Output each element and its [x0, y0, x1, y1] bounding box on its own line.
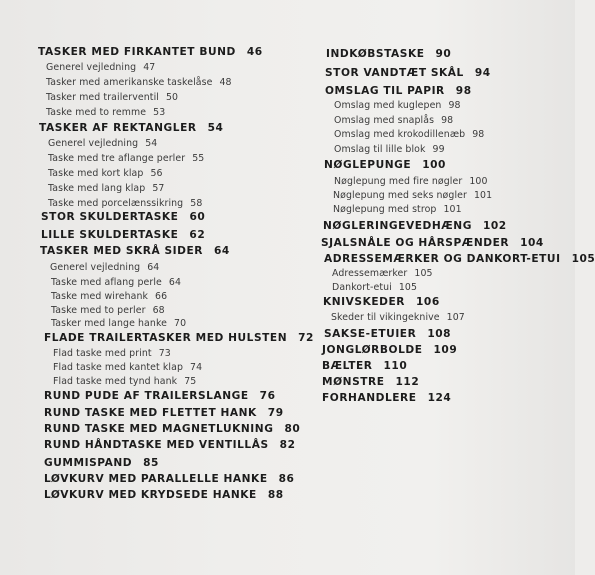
toc-entry-title: Flad taske med print — [53, 348, 152, 359]
toc-entry-page-number: 53 — [153, 107, 166, 118]
toc-entry-title: NØGLEPUNGE — [324, 159, 412, 171]
toc-entry-page-number: 104 — [520, 237, 544, 249]
toc-entry-left-heading — [44, 440, 296, 451]
toc-entry-title: RUND TASKE MED FLETTET HANK — [44, 407, 257, 419]
toc-entry-title: Generel vejledning — [50, 262, 141, 273]
toc-entry-title: Taske med to remme — [46, 107, 147, 118]
toc-entry-right-heading — [324, 329, 451, 340]
toc-entry-page-number: 105 — [414, 268, 433, 279]
toc-entry-title: Adressemærker — [332, 268, 408, 279]
toc-entry-title: Nøglepung med strop — [333, 204, 437, 215]
toc-entry-title: Taske med tre aflange perler — [48, 153, 186, 164]
toc-entry-right-subitem — [333, 191, 492, 200]
toc-entry-page-number: 108 — [427, 328, 452, 340]
toc-entry-title: Taske med aflang perle — [51, 277, 162, 288]
toc-entry-title: Tasker med trailerventil — [46, 92, 159, 103]
toc-entry-title: LØVKURV MED KRYDSEDE HANKE — [44, 489, 257, 501]
toc-entry-page-number: 57 — [152, 183, 165, 194]
toc-entry-title: Dankort-etui — [332, 282, 392, 293]
toc-entry-title: FLADE TRAILERTASKER MED HULSTEN — [44, 332, 288, 344]
toc-entry-left-subitem — [51, 278, 181, 287]
toc-entry-page-number: 107 — [446, 312, 465, 323]
toc-entry-left-subitem — [46, 93, 178, 102]
toc-entry-title: RUND HÅNDTASKE MED VENTILLÅS — [44, 439, 269, 451]
toc-entry-title: LILLE SKULDERTASKE — [41, 229, 179, 241]
toc-entry-page-number: 101 — [473, 190, 493, 201]
toc-entry-title: Taske med porcelænssikring — [48, 198, 184, 209]
toc-entry-left-subitem — [53, 363, 202, 372]
toc-entry-left-subitem — [48, 169, 163, 178]
toc-entry-title: Nøglepung med seks nøgler — [333, 190, 467, 201]
toc-entry-page-number: 86 — [278, 473, 295, 485]
toc-entry-right-heading — [325, 68, 491, 79]
toc-entry-left-heading — [44, 333, 314, 344]
toc-entry-left-heading — [44, 424, 300, 435]
toc-entry-left-subitem — [51, 292, 167, 301]
toc-entry-page-number: 48 — [219, 77, 232, 88]
toc-entry-right-heading — [322, 393, 451, 404]
toc-entry-left-subitem — [46, 78, 232, 87]
toc-entry-page-number: 98 — [441, 115, 454, 126]
toc-entry-title: Taske med to perler — [51, 305, 146, 316]
toc-entry-right-subitem — [334, 116, 453, 125]
toc-entry-page-number: 124 — [427, 392, 452, 404]
toc-entry-title: Generel vejledning — [48, 138, 139, 149]
toc-entry-page-number: 76 — [259, 390, 276, 402]
toc-entry-title: RUND PUDE AF TRAILERSLANGE — [44, 390, 249, 402]
toc-entry-page-number: 98 — [455, 85, 472, 97]
toc-entry-left-subitem — [51, 319, 186, 328]
toc-entry-left-heading — [44, 474, 294, 485]
toc-entry-left-subitem — [48, 154, 204, 163]
toc-entry-title: TASKER MED FIRKANTET BUND — [38, 46, 236, 58]
toc-entry-right-heading — [322, 377, 419, 388]
toc-entry-page-number: 54 — [145, 138, 158, 149]
toc-entry-title: GUMMISPAND — [44, 457, 133, 469]
toc-entry-right-subitem — [334, 101, 461, 110]
toc-entry-page-number: 79 — [267, 407, 284, 419]
toc-entry-page-number: 75 — [184, 376, 197, 387]
toc-entry-page-number: 101 — [443, 204, 462, 215]
toc-entry-title: Omslag med kuglepen — [334, 100, 442, 111]
toc-entry-left-subitem — [53, 349, 171, 358]
toc-entry-page-number: 46 — [246, 46, 263, 58]
toc-entry-page-number: 72 — [298, 332, 314, 344]
toc-entry-page-number: 73 — [158, 348, 171, 359]
toc-entry-left-heading — [38, 47, 263, 58]
toc-entry-title: INDKØBSTASKE — [326, 48, 425, 60]
toc-entry-title: NØGLERINGEVEDHÆNG — [323, 220, 472, 232]
toc-entry-left-subitem — [53, 377, 196, 386]
toc-entry-right-heading — [326, 49, 451, 60]
toc-entry-page-number: 105 — [398, 282, 418, 293]
toc-entry-title: Tasker med lange hanke — [51, 318, 168, 329]
toc-entry-title: MØNSTRE — [322, 376, 385, 388]
toc-entry-page-number: 82 — [279, 439, 296, 451]
toc-entry-page-number: 68 — [152, 305, 165, 316]
toc-entry-left-heading — [44, 458, 159, 469]
toc-entry-title: KNIVSKEDER — [323, 296, 405, 308]
toc-entry-page-number: 99 — [432, 144, 445, 155]
toc-entry-page-number: 56 — [150, 168, 163, 179]
toc-entry-right-subitem — [334, 177, 488, 186]
toc-entry-left-subitem — [46, 63, 155, 72]
toc-entry-right-subitem — [334, 145, 445, 154]
toc-entry-page-number: 62 — [189, 229, 206, 241]
toc-entry-left-subitem — [48, 184, 164, 193]
toc-entry-right-subitem — [332, 283, 417, 292]
toc-entry-title: Generel vejledning — [46, 62, 137, 73]
toc-entry-right-heading — [321, 238, 544, 249]
toc-entry-title: STOR VANDTÆT SKÅL — [325, 67, 464, 79]
toc-entry-right-heading — [322, 361, 407, 372]
toc-entry-title: Flad taske med tynd hank — [53, 376, 178, 387]
toc-entry-title: FORHANDLERE — [322, 392, 417, 404]
toc-entry-title: BÆLTER — [322, 360, 373, 372]
toc-entry-left-heading — [41, 230, 205, 241]
toc-entry-title: ADRESSEMÆRKER OG DANKORT-ETUI — [324, 253, 561, 265]
toc-entry-page-number: 55 — [192, 153, 205, 164]
toc-entry-left-subitem — [48, 199, 202, 208]
toc-entry-left-heading — [44, 490, 284, 501]
toc-entry-page-number: 60 — [189, 211, 206, 223]
toc-entry-title: Taske med kort klap — [48, 168, 144, 179]
toc-entry-title: TASKER AF REKTANGLER — [39, 122, 197, 134]
toc-entry-page-number: 106 — [415, 296, 440, 308]
toc-entry-left-subitem — [50, 263, 159, 272]
toc-entry-right-heading — [325, 86, 472, 97]
toc-entry-left-heading — [44, 391, 276, 402]
toc-entry-title: Omslag med krokodillenæb — [334, 129, 466, 140]
toc-entry-left-subitem — [51, 306, 165, 315]
toc-entry-page-number: 110 — [383, 360, 408, 372]
toc-entry-title: Flad taske med kantet klap — [53, 362, 184, 373]
toc-entry-page-number: 94 — [474, 67, 491, 79]
toc-entry-page-number: 47 — [143, 62, 156, 73]
toc-entry-left-subitem — [48, 139, 157, 148]
toc-entry-right-subitem — [332, 269, 433, 278]
toc-entry-right-heading — [323, 221, 507, 232]
toc-entry-right-subitem — [334, 130, 484, 139]
toc-entry-title: OMSLAG TIL PAPIR — [325, 85, 445, 97]
toc-entry-page-number: 80 — [284, 423, 301, 435]
toc-entry-title: SAKSE-ETUIER — [324, 328, 417, 340]
toc-entry-page-number: 58 — [190, 198, 203, 209]
toc-entry-left-heading — [40, 246, 230, 257]
toc-entry-page-number: 54 — [207, 122, 224, 134]
toc-entry-page-number: 66 — [155, 291, 168, 302]
toc-entry-page-number: 50 — [165, 92, 179, 103]
toc-entry-left-heading — [41, 212, 205, 223]
toc-entry-page-number: 64 — [213, 245, 230, 257]
toc-entry-right-heading — [324, 160, 446, 171]
toc-entry-page-number: 102 — [482, 220, 507, 232]
toc-entry-page-number: 85 — [143, 457, 159, 469]
toc-entry-page-number: 74 — [190, 362, 203, 373]
toc-entry-title: LØVKURV MED PARALLELLE HANKE — [44, 473, 268, 485]
toc-entry-title: SJALSNÅLE OG HÅRSPÆNDER — [321, 237, 510, 249]
toc-entry-page-number: 90 — [435, 48, 452, 60]
toc-entry-title: Skeder til vikingeknive — [331, 312, 440, 323]
toc-entry-page-number: 64 — [168, 277, 182, 288]
toc-entry-right-subitem — [331, 313, 465, 322]
toc-entry-title: Omslag med snaplås — [334, 115, 435, 126]
toc-entry-right-heading — [323, 297, 440, 308]
toc-entry-page-number: 98 — [448, 100, 461, 111]
toc-entry-page-number: 98 — [472, 129, 485, 140]
toc-entry-title: Taske med wirehank — [51, 291, 149, 302]
toc-entry-page-number: 70 — [174, 318, 187, 329]
toc-entry-page-number: 112 — [395, 376, 420, 388]
toc-entry-title: Nøglepung med fire nøgler — [334, 176, 463, 187]
toc-entry-title: STOR SKULDERTASKE — [41, 211, 179, 223]
toc-entry-page-number: 100 — [469, 176, 488, 187]
toc-entry-right-subitem — [333, 205, 462, 214]
toc-entry-page-number: 105 — [571, 253, 595, 265]
toc-entry-title: Tasker med amerikanske taskelåse — [46, 77, 213, 88]
toc-entry-right-heading — [324, 254, 595, 265]
toc-entry-right-heading — [322, 345, 457, 356]
toc-entry-page-number: 64 — [147, 262, 160, 273]
toc-entry-left-subitem — [46, 108, 165, 117]
toc-entry-page-number: 100 — [422, 159, 446, 171]
toc-entry-title: TASKER MED SKRÅ SIDER — [40, 245, 203, 257]
toc-entry-title: Taske med lang klap — [48, 183, 146, 194]
toc-entry-title: Omslag til lille blok — [334, 144, 426, 155]
toc-entry-title: RUND TASKE MED MAGNETLUKNING — [44, 423, 274, 435]
toc-entry-left-heading — [39, 123, 223, 134]
toc-entry-page-number: 109 — [433, 344, 458, 356]
toc-entry-left-heading — [44, 408, 284, 419]
toc-entry-page-number: 88 — [267, 489, 284, 501]
toc-entry-title: JONGLØRBOLDE — [322, 344, 423, 356]
